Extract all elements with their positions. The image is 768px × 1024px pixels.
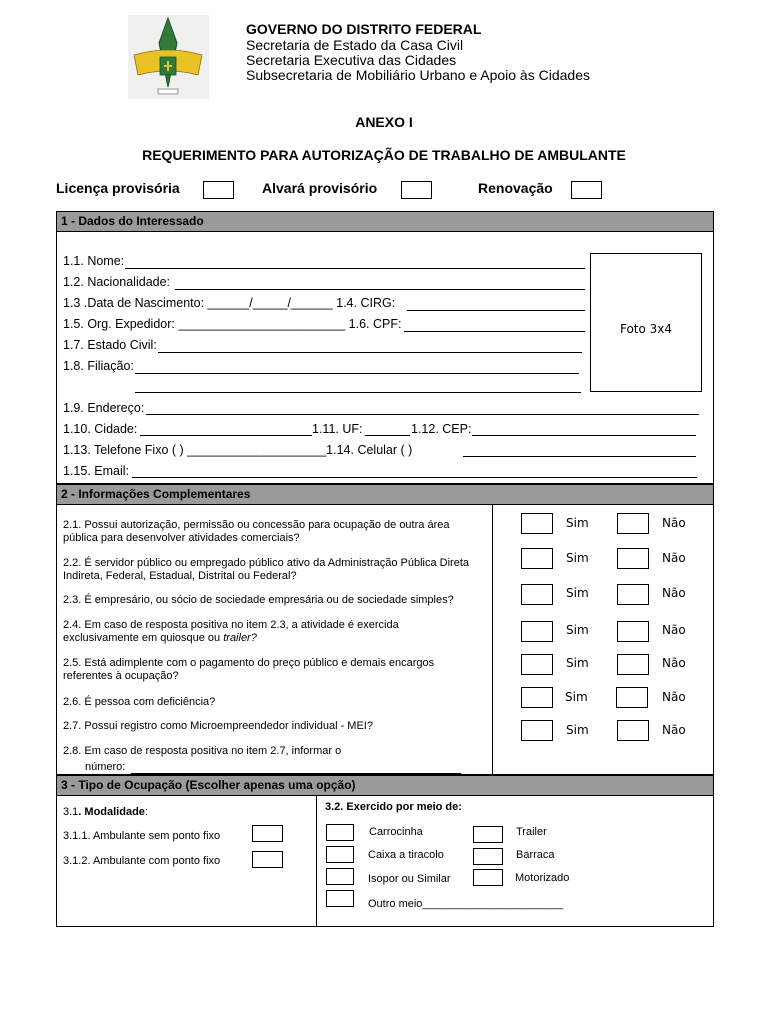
outro-meio-label[interactable]: Outro meio_______________________	[368, 898, 564, 910]
q2-1-no-label: Não	[662, 516, 686, 530]
renewal-label: Renovação	[478, 180, 553, 196]
carrocinha-label: Carrocinha	[369, 826, 423, 838]
birthdate-cirg-label: 1.3 .Data de Nascimento: ______/_____/______ 1.4. CIRG:	[63, 296, 396, 310]
issuer-cpf-label: 1.5. Org. Expedidor: ________________________ 1.6. CPF:	[63, 317, 402, 331]
section-3-divider	[316, 796, 317, 927]
government-name: GOVERNO DO DISTRITO FEDERAL	[246, 21, 482, 37]
question-2-8	[63, 745, 341, 758]
zip-label: 1.12. CEP:	[411, 422, 472, 436]
q2-4-no-label: Não	[662, 623, 686, 637]
question-2-4	[41, 619, 463, 645]
q2-5-yes-checkbox[interactable]	[521, 654, 553, 675]
photo-label: Foto 3x4	[619, 322, 673, 336]
mobile-line[interactable]	[463, 456, 696, 457]
motorizado-checkbox[interactable]	[473, 869, 503, 886]
nationality-label: 1.2. Nacionalidade:	[63, 275, 171, 289]
question-2-3-text: 2.3. É empresário, ou sócio de sociedade empresária ou de sociedade simples?	[63, 594, 454, 606]
renewal-checkbox[interactable]	[571, 181, 602, 199]
question-2-8-number-label: número:	[85, 761, 126, 773]
question-2-7	[63, 720, 373, 733]
cirg-line[interactable]	[407, 310, 585, 311]
section-2-header: 2 - Informações Complementares	[56, 484, 714, 505]
modality-colon: :	[144, 806, 148, 818]
q2-2-yes-label: Sim	[566, 551, 589, 565]
cpf-line[interactable]	[404, 331, 585, 332]
question-2-4-text: 2.4. Em caso de resposta positiva no item 2.3, a atividade é exercida exclusivamente em quiosque ou	[63, 619, 399, 644]
modality-number: 3.1	[63, 806, 79, 818]
address-line[interactable]	[146, 414, 699, 415]
q2-4-yes-checkbox[interactable]	[521, 621, 553, 642]
annex-label: ANEXO I	[355, 114, 413, 130]
q2-5-no-checkbox[interactable]	[617, 654, 649, 675]
civil-status-label: 1.7. Estado Civil:	[63, 338, 157, 352]
q2-2-no-checkbox[interactable]	[617, 548, 649, 569]
q2-6-yes-label: Sim	[565, 690, 588, 704]
state-label: 1.11. UF:	[312, 422, 363, 436]
permit-provisional-checkbox[interactable]	[401, 181, 432, 199]
question-2-7-text: 2.7. Possui registro como Microempreendedor individual - MEI?	[63, 720, 373, 732]
q2-4-no-checkbox[interactable]	[617, 621, 649, 642]
barraca-checkbox[interactable]	[473, 848, 503, 865]
modality-label	[63, 806, 148, 818]
q2-7-yes-checkbox[interactable]	[521, 720, 553, 741]
permit-provisional-label: Alvará provisório	[262, 180, 378, 196]
q2-2-no-label: Não	[662, 551, 686, 565]
question-2-1: 2.1. Possui autorização, permissão ou concessão para ocupação de outra área pública para desenvolver atividades comerciais?	[63, 519, 450, 544]
mei-number-line[interactable]	[131, 773, 461, 774]
q2-1-yes-checkbox[interactable]	[521, 513, 553, 534]
question-2-6	[63, 696, 215, 709]
secretariat-line-1: Secretaria de Estado da Casa Civil	[246, 37, 464, 53]
q2-5-yes-label: Sim	[566, 656, 589, 670]
question-2-2: 2.2. É servidor público ou empregado público ativo da Administração Pública Direta Indireta, Federal, Estadual, Distrital ou Federal?	[63, 557, 470, 582]
q2-3-no-label: Não	[662, 586, 686, 600]
caixa-label: Caixa a tiracolo	[368, 849, 444, 861]
street-vendor-fixed-point-label: 3.1.2. Ambulante com ponto fixo	[63, 855, 221, 867]
parents-line-1[interactable]	[135, 373, 579, 374]
license-provisional-label: Licença provisória	[56, 180, 180, 196]
modality-title: . Modalidade	[78, 806, 145, 818]
city-line[interactable]	[140, 435, 312, 436]
q2-3-yes-label: Sim	[566, 586, 589, 600]
name-line[interactable]	[125, 268, 585, 269]
parents-label: 1.8. Filiação:	[63, 359, 134, 373]
caixa-checkbox[interactable]	[326, 846, 354, 863]
q2-3-yes-checkbox[interactable]	[521, 584, 553, 605]
q2-2-yes-checkbox[interactable]	[521, 548, 553, 569]
email-line[interactable]	[132, 477, 697, 478]
trailer-label: Trailer	[516, 826, 547, 838]
gdf-logo	[128, 15, 209, 99]
street-vendor-no-fixed-point-label: 3.1.1. Ambulante sem ponto fixo	[63, 830, 221, 842]
q2-7-yes-label: Sim	[566, 723, 589, 737]
street-vendor-no-fixed-point-checkbox[interactable]	[252, 825, 283, 842]
q2-4-yes-label: Sim	[566, 623, 589, 637]
q2-7-no-label: Não	[662, 723, 686, 737]
trailer-checkbox[interactable]	[473, 826, 503, 843]
question-2-4-italic: trailer?	[223, 632, 257, 644]
q2-5-no-label: Não	[662, 656, 686, 670]
civil-status-line[interactable]	[158, 352, 582, 353]
nationality-line[interactable]	[175, 289, 585, 290]
parents-line-2[interactable]	[135, 392, 581, 393]
isopor-checkbox[interactable]	[326, 868, 354, 885]
question-2-5: 2.5. Está adimplente com o pagamento do preço público e demais encargos referentes à ocupação?	[63, 657, 435, 682]
form-title: REQUERIMENTO PARA AUTORIZAÇÃO DE TRABALHO DE AMBULANTE	[142, 147, 626, 163]
q2-6-no-checkbox[interactable]	[616, 687, 648, 708]
section-3-header: 3 - Tipo de Ocupação (Escolher apenas uma opção)	[56, 775, 714, 796]
question-2-8-text: 2.8. Em caso de resposta positiva no item 2.7, informar o	[63, 745, 342, 757]
name-label: 1.1. Nome:	[63, 254, 125, 268]
secretariat-line-3: Subsecretaria de Mobiliário Urbano e Apoio às Cidades	[246, 67, 590, 83]
question-2-3	[63, 594, 454, 607]
q2-6-no-label: Não	[662, 690, 686, 704]
means-title: 3.2. Exercido por meio de:	[325, 801, 462, 813]
street-vendor-fixed-point-checkbox[interactable]	[252, 851, 283, 868]
carrocinha-checkbox[interactable]	[326, 824, 354, 841]
q2-6-yes-checkbox[interactable]	[521, 687, 553, 708]
motorizado-label: Motorizado	[515, 872, 570, 884]
email-label: 1.15. Email:	[63, 464, 130, 478]
phone-label: 1.13. Telefone Fixo ( ) ____________________1.14. Celular ( )	[63, 443, 413, 457]
question-2-6-text: 2.6. É pessoa com deficiência?	[63, 696, 216, 708]
zip-line[interactable]	[472, 435, 696, 436]
state-line[interactable]	[365, 435, 410, 436]
q2-1-no-checkbox[interactable]	[617, 513, 649, 534]
question-2-8-number	[85, 761, 125, 774]
isopor-label: Isopor ou Similar	[368, 873, 451, 885]
q2-7-no-checkbox[interactable]	[617, 720, 649, 741]
outro-meio-checkbox[interactable]	[326, 890, 354, 907]
address-label: 1.9. Endereço:	[63, 401, 145, 415]
secretariat-line-2: Secretaria Executiva das Cidades	[246, 52, 457, 68]
q2-1-yes-label: Sim	[566, 516, 589, 530]
city-label: 1.10. Cidade:	[63, 422, 138, 436]
license-provisional-checkbox[interactable]	[203, 181, 234, 199]
section-2-divider	[492, 505, 493, 775]
section-1-header: 1 - Dados do Interessado	[56, 211, 714, 232]
q2-3-no-checkbox[interactable]	[617, 584, 649, 605]
barraca-label: Barraca	[516, 849, 555, 861]
